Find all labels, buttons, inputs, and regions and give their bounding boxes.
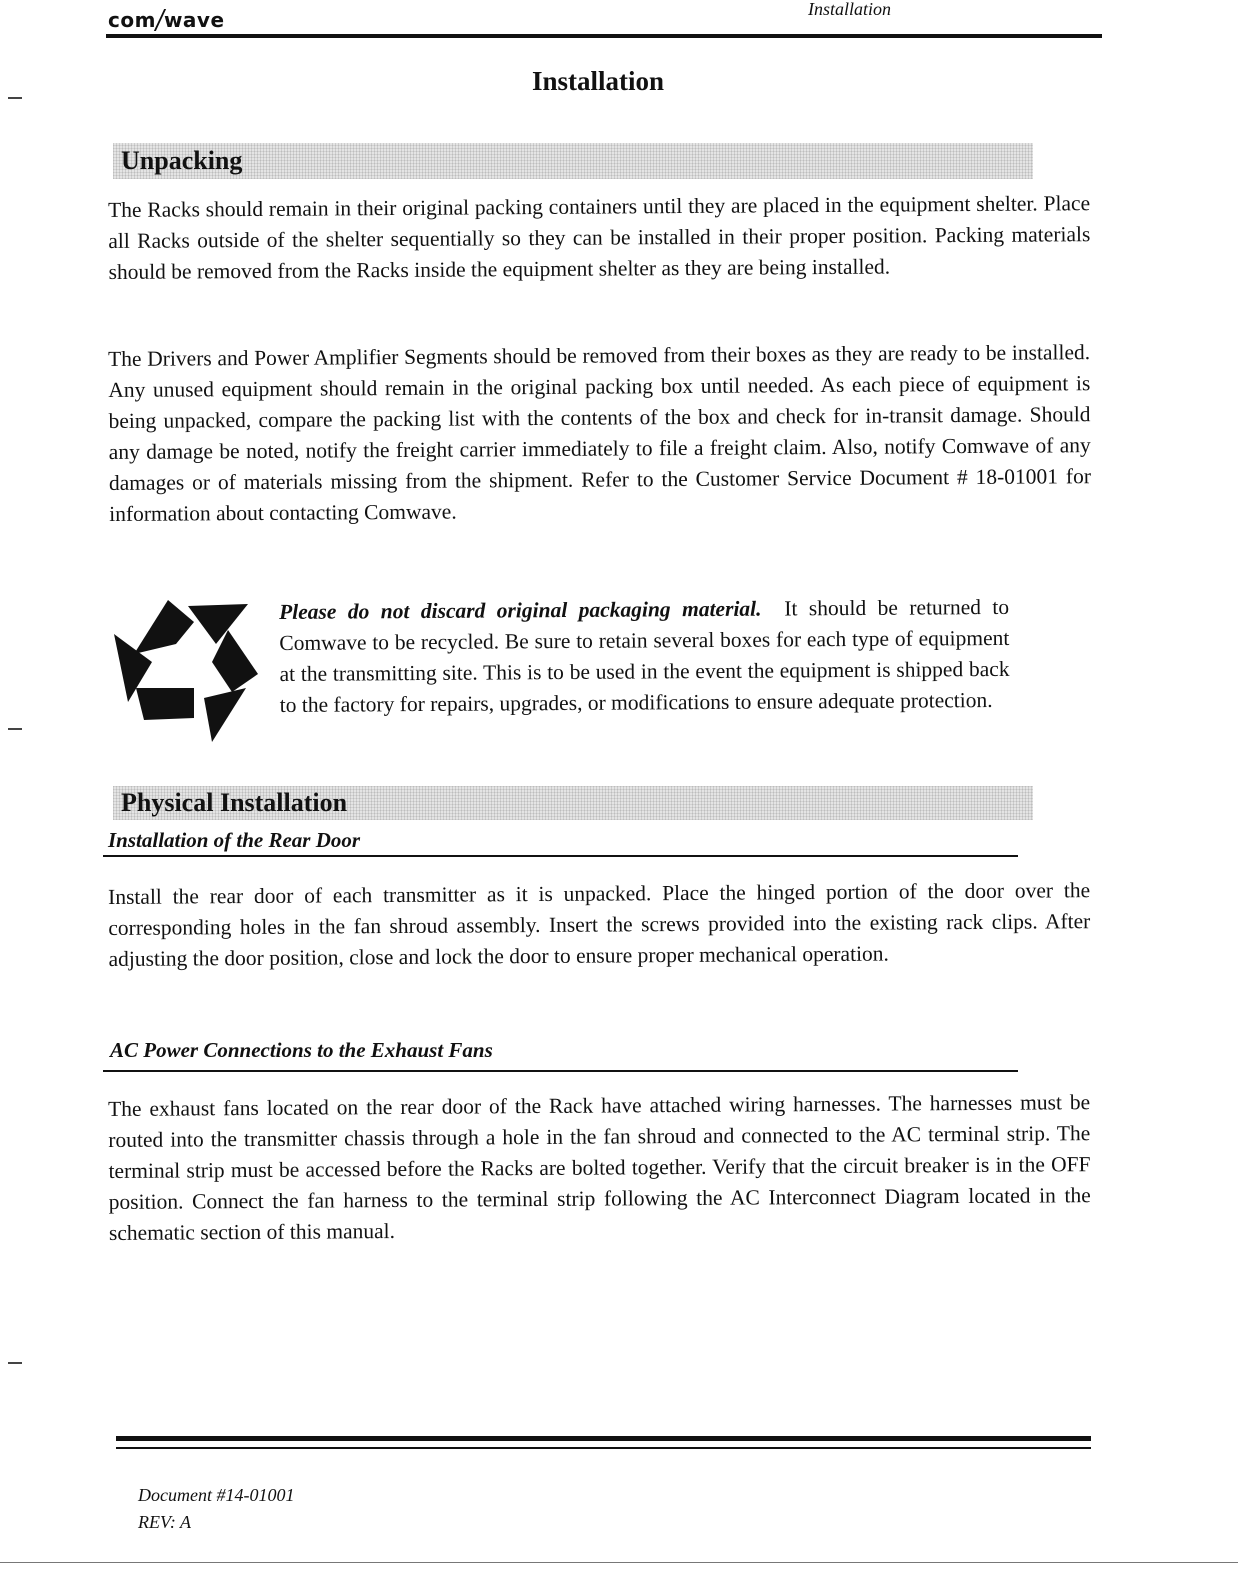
logo-text-wave: wave (163, 8, 225, 32)
packaging-note-lead: Please do not discard original packaging material. (279, 596, 762, 624)
comwave-logo (108, 8, 225, 32)
logo-text-com: com (108, 8, 156, 32)
packaging-note (279, 592, 1010, 721)
packaging-note-body: It should be returned to Comwave to be recycled. Be sure to retain several boxes for each type of equipment at the transmitting site. This is to be used in the event the equipment is shipped back to the factory for repairs, upgrades, or modifications to ensure adequate protection. (279, 594, 1010, 717)
physical-installation-heading: Physical Installation (121, 788, 348, 817)
margin-tick (8, 97, 22, 99)
rear-door-body: Install the rear door of each transmitter as it is unpacked. Place the hinged portion of the door over the corresponding holes in the fan shroud assembly. Insert the screws provided into the existing rack clips. After adjusting the door position, close and lock the door to ensure proper mechanical operation. (108, 878, 1091, 971)
exhaust-fans-rule (103, 1070, 1018, 1072)
recycle-icon (106, 592, 266, 742)
document-number: Document #14-01001 (138, 1485, 295, 1505)
running-title: Installation (808, 0, 892, 19)
page-title: Installation (531, 66, 665, 96)
margin-tick (8, 728, 22, 730)
revision: REV: A (138, 1512, 191, 1532)
rear-door-title: Installation of the Rear Door (108, 828, 361, 852)
page-edge (0, 1562, 1238, 1563)
footer-rule (116, 1436, 1091, 1441)
exhaust-fans-title: AC Power Connections to the Exhaust Fans (110, 1038, 493, 1062)
footer-rule-thin (116, 1447, 1091, 1449)
unpacking-paragraph-1: The Racks should remain in their original packing containers until they are placed in the equipment shelter. Place all Racks outside of the shelter sequentially so they can be installed in their proper position. Packing materials should be removed from the Racks inside the equipment shelter as they are being installed. (108, 191, 1091, 284)
rear-door-rule (103, 855, 1018, 857)
physical-installation-banner (113, 786, 1033, 820)
header-rule (106, 34, 1102, 38)
unpacking-banner (113, 143, 1033, 179)
exhaust-fans-body: The exhaust fans located on the rear door of the Rack have attached wiring harnesses. The harnesses must be routed into the transmitter chassis through a hole in the fan shroud and connected to the AC terminal strip. The terminal strip must be accessed before the Racks are bolted together. Verify that the circuit breaker is in the OFF position. Connect the fan harness to the terminal strip following the AC Interconnect Diagram located in the schematic section of this manual. (108, 1090, 1091, 1245)
unpacking-heading: Unpacking (121, 146, 243, 175)
unpacking-paragraph-2: The Drivers and Power Amplifier Segments should be removed from their boxes as they are ready to be installed. Any unused equipment should remain in the original packing box until needed. As each piece of equipment is being unpacked, compare the packing list with the contents of the box and check for in-transit damage. Should any damage be noted, notify the freight carrier immediately to file a freight claim. Also, notify Comwave of any damages or of materials missing from the shipment. Refer to the Customer Service Document # 18-01001 for information about contacting Comwave. (108, 340, 1092, 526)
margin-tick (8, 1362, 22, 1364)
